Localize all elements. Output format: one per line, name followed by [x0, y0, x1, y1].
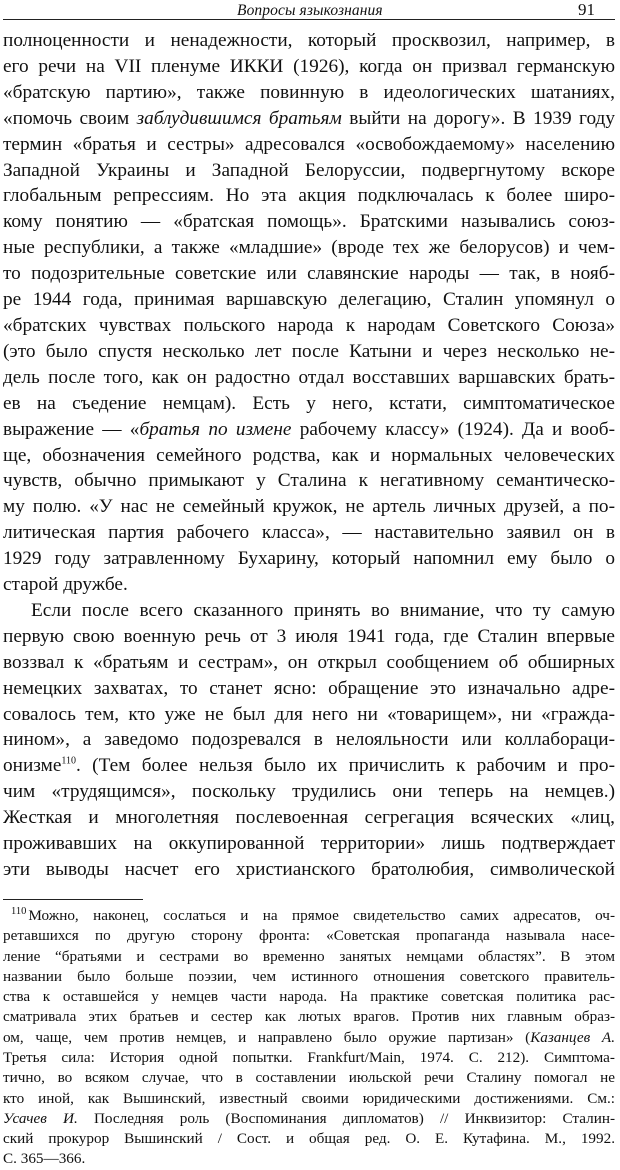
text-line: ные республики, а также «младшие» (вроде тех же белорусов) и чем-: [3, 237, 615, 259]
text-line: «братскую партию», также повинную в идеологических шатаниях,: [3, 81, 615, 103]
text-line: глобальным репрессиям. Но эта акция подключалась к более широ-: [3, 185, 615, 207]
text-line: му полю. «У нас не семейный кружок, не артель личных друзей, а по-: [3, 496, 615, 518]
text-line: ре 1944 года, принимая варшавскую делегацию, Сталин упомянул о: [3, 289, 615, 311]
text-line: (это было спустя несколько лет после Катыни и через несколько не-: [3, 340, 615, 362]
text-fragment: Можно, наконец, сослаться и на прямое свидетельство самих адресатов, оч-: [28, 906, 615, 924]
text-line: старой дружбе.: [3, 574, 128, 596]
text-line: названии было больше поэзии, чем истинного отношения советского правитель-: [3, 967, 615, 985]
text-fragment: «помочь своим: [3, 107, 137, 129]
italic-citation: Усачев И.: [3, 1109, 78, 1127]
text-fragment: онизме: [3, 755, 62, 777]
text-line: [3, 417, 615, 443]
text-line: сматривала этих братьев и сестер как лютых врагов. Против них главным образ-: [3, 1008, 615, 1026]
italic-citation: Казанцев А.: [530, 1028, 616, 1046]
text-line: совалось тем, кто уже не был для него ни «товарищем», ни «гражда-: [3, 703, 615, 725]
main-text: [3, 28, 615, 883]
text-line: литическая партия рабочего класса», — наставительно заявил он в: [3, 522, 615, 544]
text-fragment: Последняя роль (Воспоминания дипломатов) // Инквизитор: Сталин-: [77, 1109, 616, 1127]
text-line: его речи на VII пленуме ИККИ (1926), когда он призвал германскую: [3, 55, 615, 77]
text-line: дель после того, как он радостно отдал восставших варшавских брать-: [3, 366, 615, 388]
text-line: нином», а заведомо подозревался в нелояльности или коллабораци-: [3, 729, 615, 751]
text-line: чим «трудящимся», поскольку трудились они теперь на немцев.): [3, 781, 615, 803]
text-line: ства к оставшейся у немцев части народа. На практике советская политика рас-: [3, 988, 615, 1006]
running-header-title: Вопросы языкознания: [237, 2, 383, 19]
text-line: ление “братьями и сестрами во временно занятых немцами областях”. В этом: [3, 947, 615, 965]
text-line: Западной Украины и Западной Белоруссии, подвергнутому вскоре: [3, 159, 615, 181]
text-line: проживавших на оккупированной территории» лишь подтверждает: [3, 833, 615, 855]
text-line: то подозрительные советские или славянские народы — так, в нояб-: [3, 263, 615, 285]
italic-phrase: братья по измене: [139, 418, 292, 440]
text-line: ще, обозначения семейного родства, как и нормальных человеческих: [3, 444, 615, 466]
text-line: тично, во всяком случае, что в составлении июльской речи Сталину помогал не: [3, 1069, 615, 1087]
footnote-110: [3, 906, 615, 1170]
italic-phrase: заблудившимся братьям: [136, 107, 342, 129]
text-line: Если после всего сказанного принять во внимание, что ту самую: [31, 599, 615, 621]
text-line: [3, 1028, 615, 1048]
page-number: 91: [578, 0, 595, 19]
paragraph-1: [3, 28, 615, 598]
text-line: чувств, обычно примыкают у Сталина к негативному семантическо-: [3, 470, 615, 492]
text-fragment: выражение — «: [3, 418, 140, 440]
text-line: воззвал к «братьям и сестрам», он открыл сообщением об обширных: [3, 651, 615, 673]
text-line: Третья сила: История одной попытки. Frankfurt/Main, 1974. С. 212). Симптома-: [3, 1048, 615, 1066]
text-line: кому понятию — «братская помощь». Братскими назывались союз-: [3, 211, 615, 233]
text-line: [3, 753, 615, 779]
text-line: немецких захватах, то станет ясно: обращение это изначально адре-: [3, 677, 615, 699]
text-fragment: . (Тем более нельзя было их причислить к рабочим и про-: [76, 755, 615, 777]
text-line: «братских чувствах польского народа к народам Советского Союза»: [3, 314, 615, 336]
text-line: кто иной, как Вышинский, известный своими юридическими достижениями. См.:: [3, 1089, 615, 1107]
text-line: первую свою военную речь от 3 июля 1941 года, где Сталин впервые: [3, 625, 615, 647]
text-line: ев на съедение немцам). Есть у него, кстати, симптоматическое: [3, 392, 615, 414]
footnote-reference[interactable]: 110: [61, 755, 77, 767]
footnote-marker: 110: [11, 905, 27, 917]
text-line: [3, 1109, 615, 1129]
paragraph-2: [3, 598, 615, 883]
text-fragment: рабочему классу» (1924). Да и вооб-: [291, 418, 616, 440]
text-line: С. 365—366.: [3, 1150, 86, 1168]
running-header: [3, 0, 615, 20]
text-line: ский прокурор Вышинский / Сост. и общая ред. О. Е. Кутафина. М., 1992.: [3, 1130, 615, 1148]
text-line: полноценности и ненадежности, который просквозил, например, в: [3, 30, 615, 51]
text-line: [3, 106, 615, 132]
footnote-divider: [3, 899, 143, 900]
text-line: эти выводы насчет его христианского братолюбия, символической: [3, 859, 615, 880]
text-fragment: выйти на дорогу». В 1939 году: [341, 107, 616, 129]
text-line: Жесткая и многолетняя послевоенная сегрегация всяческих «лиц,: [3, 807, 615, 829]
text-line: ретавшихся по другую сторону фронта: «Советская пропаганда называла насе-: [3, 927, 615, 945]
text-line: термин «братья и сестры» адресовался «освобождаемому» населению: [3, 133, 615, 155]
text-line: [3, 906, 615, 926]
text-line: 1929 году затравленному Бухарину, который напомнил ему было о: [3, 548, 615, 570]
text-fragment: ом, чаще, чем против немцев, и направлено было оружие партизан» (: [3, 1028, 531, 1046]
